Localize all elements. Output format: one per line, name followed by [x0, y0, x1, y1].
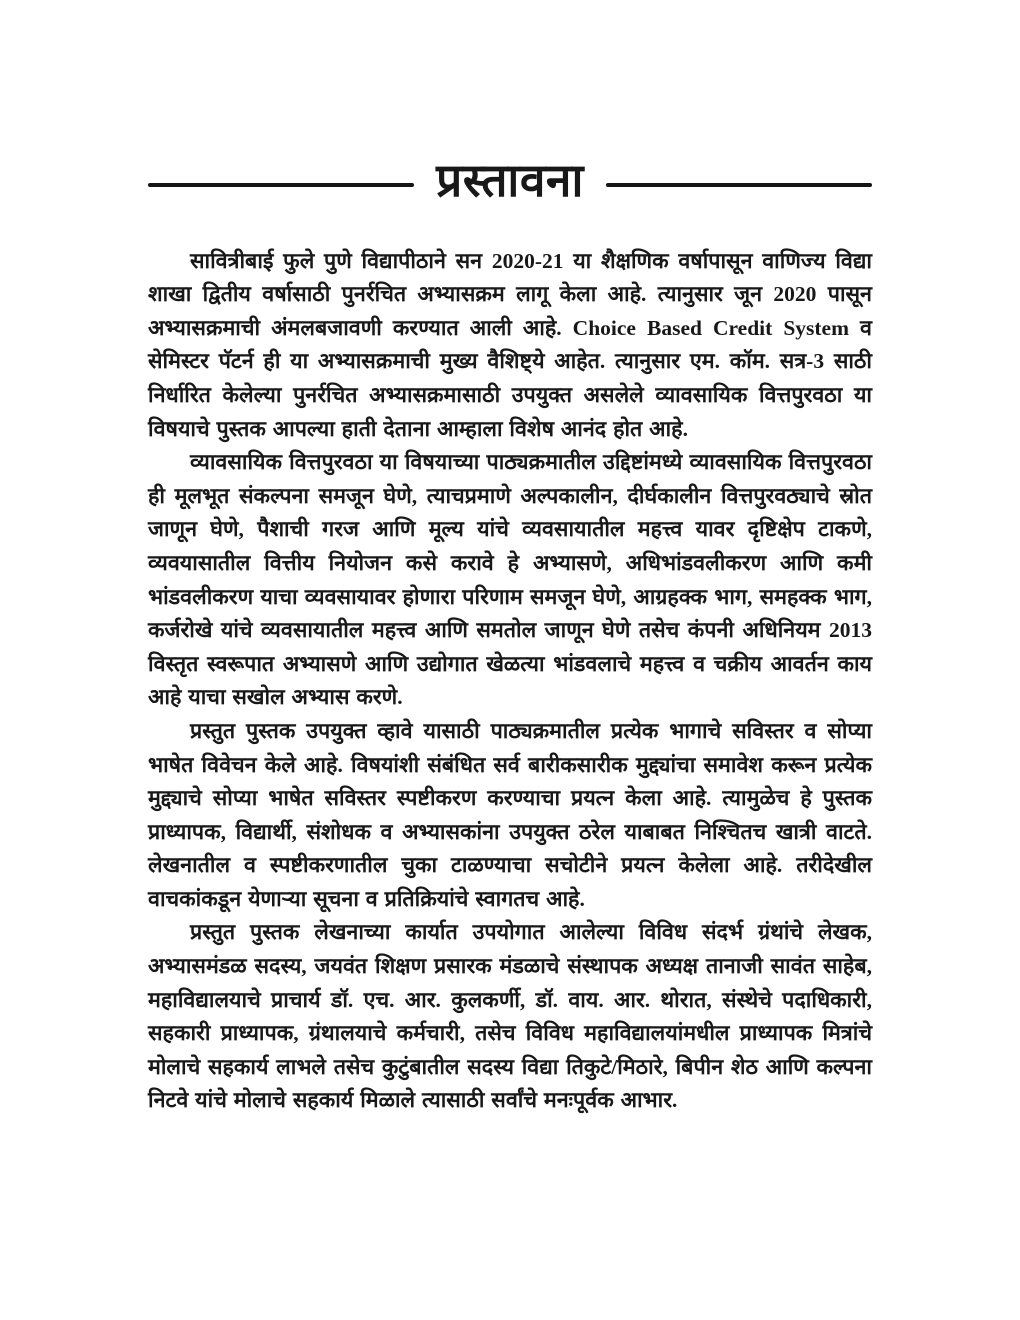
title-block	[148, 155, 872, 211]
paragraph-1: सावित्रीबाई फुले पुणे विद्यापीठाने सन 2020-21 या शैक्षणिक वर्षापासून वाणिज्य विद्या शाखा द्वितीय वर्षासाठी पुनर्रचित अभ्यासक्रम लागू केला आहे. त्यानुसार जून 2020 पासून अभ्यासक्रमाची अंमलबजावणी करण्यात आली आहे. Choice Based Credit System व सेमिस्टर पॅटर्न ही या अभ्यासक्रमाची मुख्य वैशिष्ट्ये आहेत. त्यानुसार एम. कॉम. सत्र-3 साठी निर्धारित केलेल्या पुनर्रचित अभ्यासक्रमासाठी उपयुक्त असलेले व्यावसायिक वित्तपुरवठा या विषयाचे पुस्तक आपल्या हाती देताना आम्हाला विशेष आनंद होत आहे.	[148, 248, 872, 441]
paragraph-3: प्रस्तुत पुस्तक उपयुक्त व्हावे यासाठी पाठ्यक्रमातील प्रत्येक भागाचे सविस्तर व सोप्या भाषेत विवेचन केले आहे. विषयांशी संबंधित सर्व बारीकसारीक मुद्द्यांचा समावेश करून प्रत्येक मुद्द्याचे सोप्या भाषेत सविस्तर स्पष्टीकरण करण्याचा प्रयत्न केला आहे. त्यामुळेच हे पुस्तक प्राध्यापक, विद्यार्थी, संशोधक व अभ्यासकांना उपयुक्त ठरेल याबाबत निश्चितच खात्री वाटते. लेखनातील व स्पष्टीकरणातील चुका टाळण्याचा सचोटीने प्रयत्न केलेला आहे. तरीदेखील वाचकांकडून येणाऱ्या सूचना व प्रतिक्रियांचे स्वागतच आहे.	[148, 718, 872, 911]
preface-body	[148, 245, 872, 1118]
paragraph-2: व्यावसायिक वित्तपुरवठा या विषयाच्या पाठ्यक्रमातील उद्दिष्टांमध्ये व्यावसायिक वित्तपुरवठा ही मूलभूत संकल्पना समजून घेणे, त्याचप्रमाणे अल्पकालीन, दीर्घकालीन वित्तपुरवठ्याचे स्रोत जाणून घेणे, पैशाची गरज आणि मूल्य यांचे व्यवसायातील महत्त्व यावर दृष्टिक्षेप टाकणे, व्यवयासातील वित्तीय नियोजन कसे करावे हे अभ्यासणे, अधिभांडवलीकरण आणि कमी भांडवलीकरण याचा व्यवसायावर होणारा परिणाम समजून घेणे, आग्रहक्क भाग, समहक्क भाग, कर्जरोखे यांचे व्यवसायातील महत्त्व आणि समतोल जाणून घेणे तसेच कंपनी अधिनियम 2013 विस्तृत स्वरूपात अभ्यासणे आणि उद्योगात खेळत्या भांडवलाचे महत्त्व व चक्रीय आवर्तन काय आहे याचा सखोल अभ्यास करणे.	[148, 450, 872, 710]
paragraph-4: प्रस्तुत पुस्तक लेखनाच्या कार्यात उपयोगात आलेल्या विविध संदर्भ ग्रंथांचे लेखक, अभ्यासमंडळ सदस्य, जयवंत शिक्षण प्रसारक मंडळाचे संस्थापक अध्यक्ष तानाजी सावंत साहेब, महाविद्यालयाचे प्राचार्य डॉ. एच. आर. कुलकर्णी, डॉ. वाय. आर. थोरात, संस्थेचे पदाधिकारी, सहकारी प्राध्यापक, ग्रंथालयाचे कर्मचारी, तसेच विविध महाविद्यालयांमधील प्राध्यापक मित्रांचे मोलाचे सहकार्य लाभले तसेच कुटुंबातील सदस्य विद्या तिकुटे/मिठारे, बिपीन शेठ आणि कल्पना निटवे यांचे मोलाचे सहकार्य मिळाले त्यासाठी सर्वांचे मनःपूर्वक आभार.	[148, 920, 872, 1113]
page-title: प्रस्तावना	[436, 155, 584, 206]
title-rule-left	[148, 183, 414, 187]
title-rule-right	[606, 183, 872, 187]
page-content	[148, 155, 872, 1118]
